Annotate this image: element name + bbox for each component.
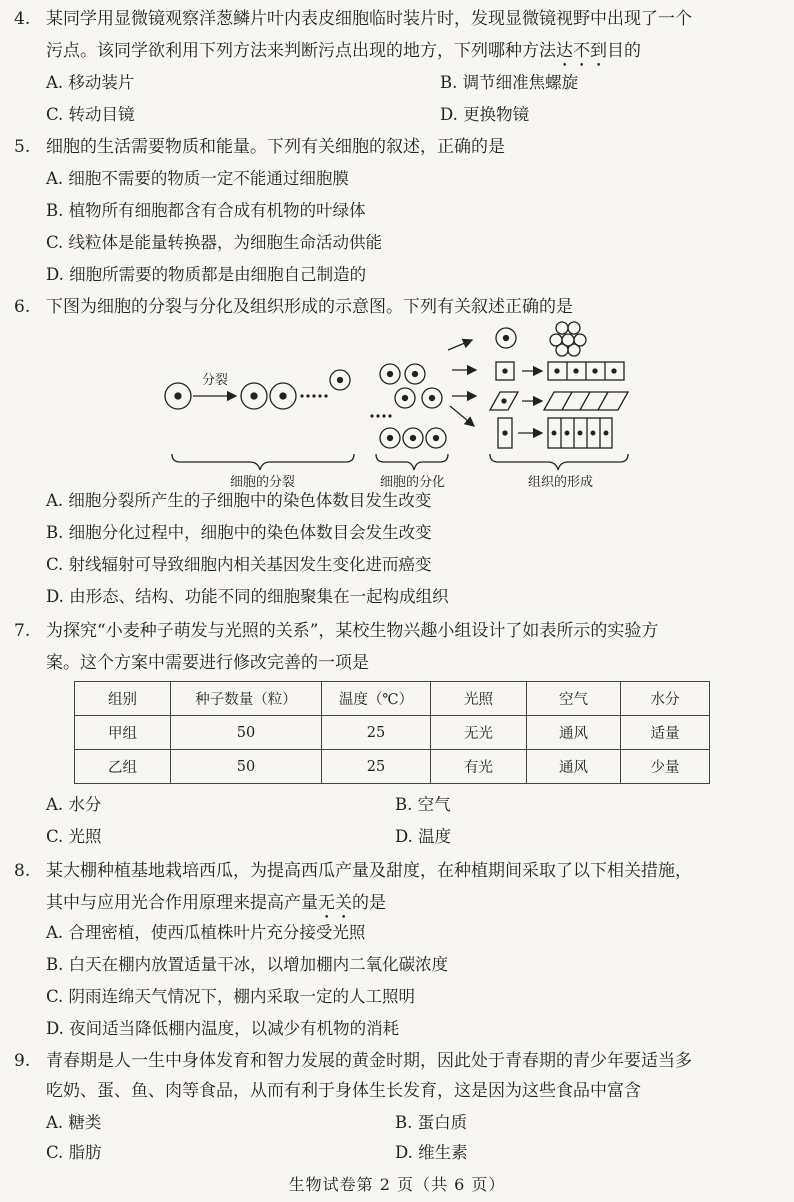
stem-text: 目的 [607,41,641,61]
table-row [75,750,710,784]
table-cell: 通风 [527,750,621,784]
question-stem: 某同学用显微镜观察洋葱鳞片叶内表皮细胞临时装片时，发现显微镜视野中出现了一个 [46,9,692,29]
option-a: A. 合理密植，使西瓜植株叶片充分接受光照 [46,923,366,942]
option-b: B. 植物所有细胞都含有合成有机物的叶绿体 [46,201,366,220]
table-row [75,716,710,750]
option-a: A. 水分 [46,795,102,814]
table-cell: 乙组 [75,750,171,784]
table-header-cell: 组别 [75,682,171,716]
experiment-table [74,681,710,784]
page-footer: 生物试卷第 2 页（共 6 页） [288,1175,506,1194]
table-header-cell: 种子数量（粒） [171,682,322,716]
question-number: 8. [14,861,31,881]
option-b: B. 调节细准焦螺旋 [440,73,579,92]
option-d: D. 维生素 [395,1143,468,1162]
question-number: 5. [14,137,31,157]
option-b: B. 细胞分化过程中，细胞中的染色体数目会发生改变 [46,523,432,542]
table-cell: 50 [171,716,322,750]
nucleus-icon [175,393,181,399]
option-a: A. 细胞分裂所产生的子细胞中的染色体数目发生改变 [46,491,432,510]
option-c: C. 转动目镜 [46,105,135,124]
option-d: D. 由形态、结构、功能不同的细胞聚集在一起构成组织 [46,587,449,606]
table-cell: 少量 [621,750,710,784]
table-cell: 无光 [431,716,527,750]
question-stem-line2: 案。这个方案中需要进行修改完善的一项是 [46,653,369,673]
question-stem: 青春期是人一生中身体发育和智力发展的黄金时期，因此处于青春期的青少年要适当多 [46,1051,692,1071]
question-stem: 为探究“小麦种子萌发与光照的关系”，某校生物兴趣小组设计了如表所示的实验方 [46,621,659,641]
question-number: 7. [14,621,31,641]
emphasized-text: 达不到 [556,41,607,61]
question-stem: 下图为细胞的分裂与分化及组织形成的示意图。下列有关叙述正确的是 [46,297,573,317]
option-d: D. 夜间适当降低棚内温度，以减少有机物的消耗 [46,1019,400,1038]
cell-division-diagram [150,318,630,493]
table-cell: 适量 [621,716,710,750]
table-cell: 50 [171,750,322,784]
question-stem: 某大棚种植基地栽培西瓜，为提高西瓜产量及甜度，在种植期间采取了以下相关措施， [46,861,692,881]
option-d: D. 温度 [395,827,452,846]
question-stem-line2: 吃奶、蛋、鱼、肉等食品，从而有利于身体生长发育，这是因为这些食品中富含 [46,1081,641,1101]
table-cell: 25 [322,750,431,784]
question-number: 9. [14,1051,31,1071]
label-differentiation: 细胞的分化 [380,475,446,490]
option-c: C. 线粒体是能量转换器，为细胞生命活动供能 [46,233,383,252]
emphasized-text: 无关 [318,893,352,913]
question-stem: 细胞的生活需要物质和能量。下列有关细胞的叙述，正确的是 [46,137,505,157]
option-c: C. 射线辐射可导致细胞内相关基因发生变化进而癌变 [46,555,432,574]
question-stem-line2 [46,892,386,923]
option-b: B. 蛋白质 [395,1113,468,1132]
table-header-row [75,682,710,716]
option-d: D. 细胞所需要的物质都是由细胞自己制造的 [46,265,367,284]
table-cell: 通风 [527,716,621,750]
option-b: B. 空气 [395,795,451,814]
option-b: B. 白天在棚内放置适量干冰，以增加棚内二氧化碳浓度 [46,955,449,974]
option-c: C. 阴雨连绵天气情况下，棚内采取一定的人工照明 [46,987,416,1006]
brace-icon [172,454,354,470]
stem-text: 污点。该同学欲利用下列方法来判断污点出现的地方，下列哪种方法 [46,41,556,61]
table-header-cell: 空气 [527,682,621,716]
table-cell: 甲组 [75,716,171,750]
table-cell: 25 [322,716,431,750]
option-c: C. 脂肪 [46,1143,102,1162]
brace-icon [376,454,448,470]
question-number: 6. [14,297,31,317]
arrow-label: 分裂 [202,373,229,388]
question-stem-line2 [46,40,641,71]
option-a: A. 移动装片 [46,73,135,92]
label-tissue: 组织的形成 [528,475,594,490]
arrow-icon [450,406,474,426]
stem-text: 其中与应用光合作用原理来提高产量 [46,893,318,913]
option-a: A. 糖类 [46,1113,102,1132]
option-a: A. 细胞不需要的物质一定不能通过细胞膜 [46,169,349,188]
table-header-cell: 温度（℃） [322,682,431,716]
table-cell: 有光 [431,750,527,784]
brace-icon [490,454,628,470]
option-d: D. 更换物镜 [440,105,530,124]
label-division: 细胞的分裂 [230,475,296,490]
stem-text: 的是 [352,893,386,913]
question-number: 4. [14,9,31,29]
tissue-icon [544,392,628,410]
option-c: C. 光照 [46,827,102,846]
table-header-cell: 水分 [621,682,710,716]
arrow-icon [448,340,472,350]
table-header-cell: 光照 [431,682,527,716]
